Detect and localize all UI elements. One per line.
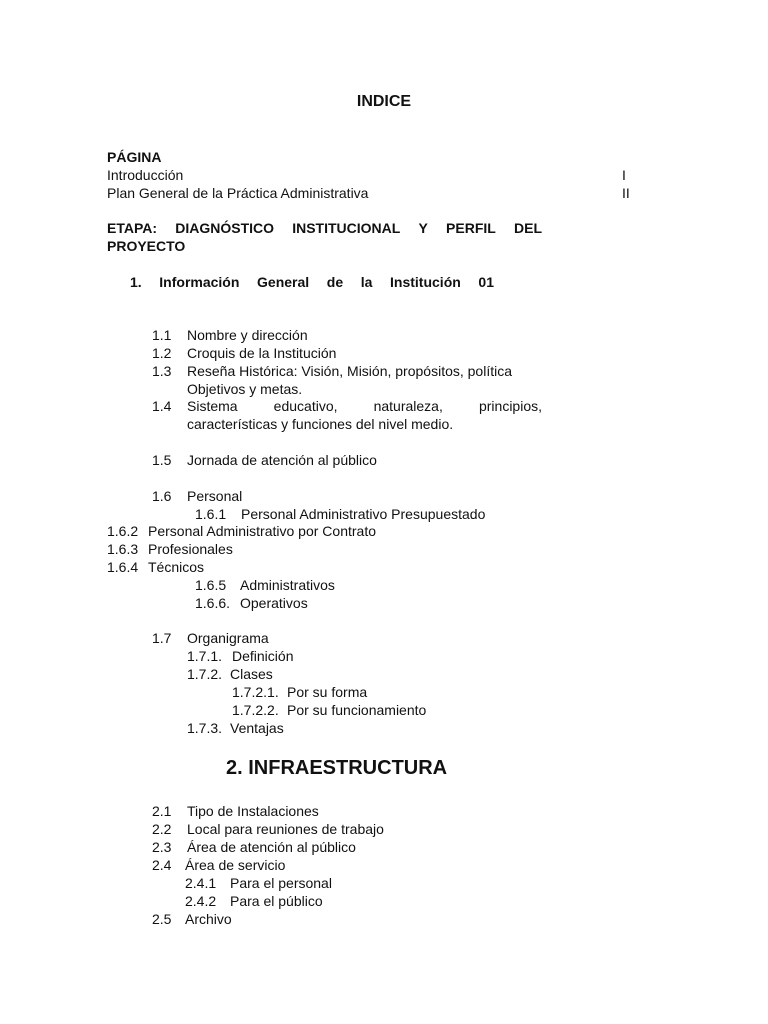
section-1-word: 01 — [478, 274, 494, 290]
toc-item-label: Archivo — [185, 911, 232, 927]
toc-item-label: Local para reuniones de trabajo — [187, 821, 384, 837]
toc-item-label-justified — [187, 398, 542, 415]
toc-subsubitem-label: Por su funcionamiento — [287, 702, 427, 718]
etapa-word: INSTITUCIONAL — [292, 220, 401, 236]
toc-subitem-number: 1.6.5 — [195, 577, 227, 593]
toc-subitem-number: 2.4.1 — [185, 875, 217, 891]
etapa-word: PERFIL — [446, 220, 496, 236]
toc-subitem-number: 1.6.2 — [107, 523, 139, 539]
toc-item-number: 1.6 — [152, 488, 172, 504]
toc-subitem-number: 1.7.3. — [187, 720, 223, 736]
toc-item-number: 1.7 — [152, 630, 172, 646]
toc-subitem-number: 1.6.6. — [195, 595, 231, 611]
toc-item-label: Croquis de la Institución — [187, 345, 337, 361]
toc-item-number: 1.2 — [152, 345, 172, 361]
toc-subitem-label: Definición — [232, 648, 294, 664]
toc-item-label: Nombre y dirección — [187, 327, 308, 343]
toc-item-number: 1.1 — [152, 327, 172, 343]
toc-item-label: Reseña Histórica: Visión, Misión, propósitos, política — [187, 363, 513, 379]
toc-subitem-label: Operativos — [240, 595, 308, 611]
section-1-word: Institución — [390, 274, 461, 290]
toc-word: Sistema — [187, 398, 238, 414]
toc-item-number: 2.2 — [152, 821, 172, 837]
toc-subitem-number: 1.7.2. — [187, 666, 223, 682]
toc-entry-intro-label: Introducción — [107, 167, 184, 183]
section-1-word: de — [326, 274, 344, 290]
toc-subitem-label: Para el personal — [230, 875, 332, 891]
etapa-heading-line2: PROYECTO — [107, 238, 186, 254]
toc-item-label: Organigrama — [187, 630, 269, 646]
toc-subitem-number: 1.6.1 — [195, 506, 227, 522]
toc-item-label: Jornada de atención al público — [187, 452, 377, 468]
toc-item-label: Tipo de Instalaciones — [187, 803, 319, 819]
toc-word: naturaleza, — [373, 398, 443, 414]
toc-item-label-continued: características y funciones del nivel medio. — [187, 416, 454, 432]
toc-subitem-label: Profesionales — [148, 541, 233, 557]
toc-subitem-label: Técnicos — [148, 559, 205, 575]
toc-subsubitem-label: Por su forma — [287, 684, 368, 700]
toc-item-number: 2.3 — [152, 839, 172, 855]
toc-word: principios, — [478, 398, 542, 414]
toc-item-number: 1.3 — [152, 363, 172, 379]
section-1-word: General — [257, 274, 310, 290]
etapa-heading-line1 — [107, 220, 542, 237]
toc-entry-plan-label: Plan General de la Práctica Administrativa — [107, 185, 369, 201]
toc-item-label: Personal — [187, 488, 243, 504]
toc-subitem-label: Ventajas — [230, 720, 284, 736]
toc-subitem-label: Para el público — [230, 893, 323, 909]
toc-item-number: 1.5 — [152, 452, 172, 468]
toc-subsubitem-number: 1.7.2.2. — [232, 702, 279, 718]
pagina-header: PÁGINA — [107, 149, 162, 165]
etapa-word: ETAPA: — [107, 220, 158, 236]
section-1-number: 1. — [130, 274, 142, 290]
etapa-word: Y — [418, 220, 428, 236]
toc-item-number: 2.4 — [152, 857, 172, 873]
toc-word: educativo, — [273, 398, 338, 414]
toc-subitem-label: Clases — [230, 666, 273, 682]
toc-item-number: 1.4 — [152, 398, 172, 414]
section-2-heading: 2. INFRAESTRUCTURA — [226, 757, 448, 779]
toc-item-label-continued: Objetivos y metas. — [187, 381, 303, 397]
toc-subitem-number: 1.7.1. — [187, 648, 223, 664]
toc-subsubitem-number: 1.7.2.1. — [232, 684, 279, 700]
toc-subitem-label: Personal Administrativo Presupuestado — [241, 506, 486, 522]
toc-entry-intro-page: I — [622, 167, 626, 183]
etapa-word: DIAGNÓSTICO — [175, 220, 275, 236]
section-1-word: la — [360, 274, 373, 290]
page-title: INDICE — [356, 93, 412, 110]
toc-item-label: Área de atención al público — [187, 839, 356, 855]
toc-item-label: Área de servicio — [185, 857, 286, 873]
toc-subitem-number: 1.6.3 — [107, 541, 139, 557]
toc-item-number: 2.1 — [152, 803, 172, 819]
etapa-word: DEL — [514, 220, 542, 236]
toc-subitem-label: Administrativos — [240, 577, 335, 593]
toc-subitem-number: 2.4.2 — [185, 893, 217, 909]
toc-subitem-label: Personal Administrativo por Contrato — [148, 523, 376, 539]
toc-entry-plan-page: II — [622, 185, 630, 201]
section-1-word: Información — [159, 274, 240, 290]
toc-subitem-number: 1.6.4 — [107, 559, 139, 575]
section-1-heading — [130, 274, 494, 291]
toc-item-number: 2.5 — [152, 911, 172, 927]
